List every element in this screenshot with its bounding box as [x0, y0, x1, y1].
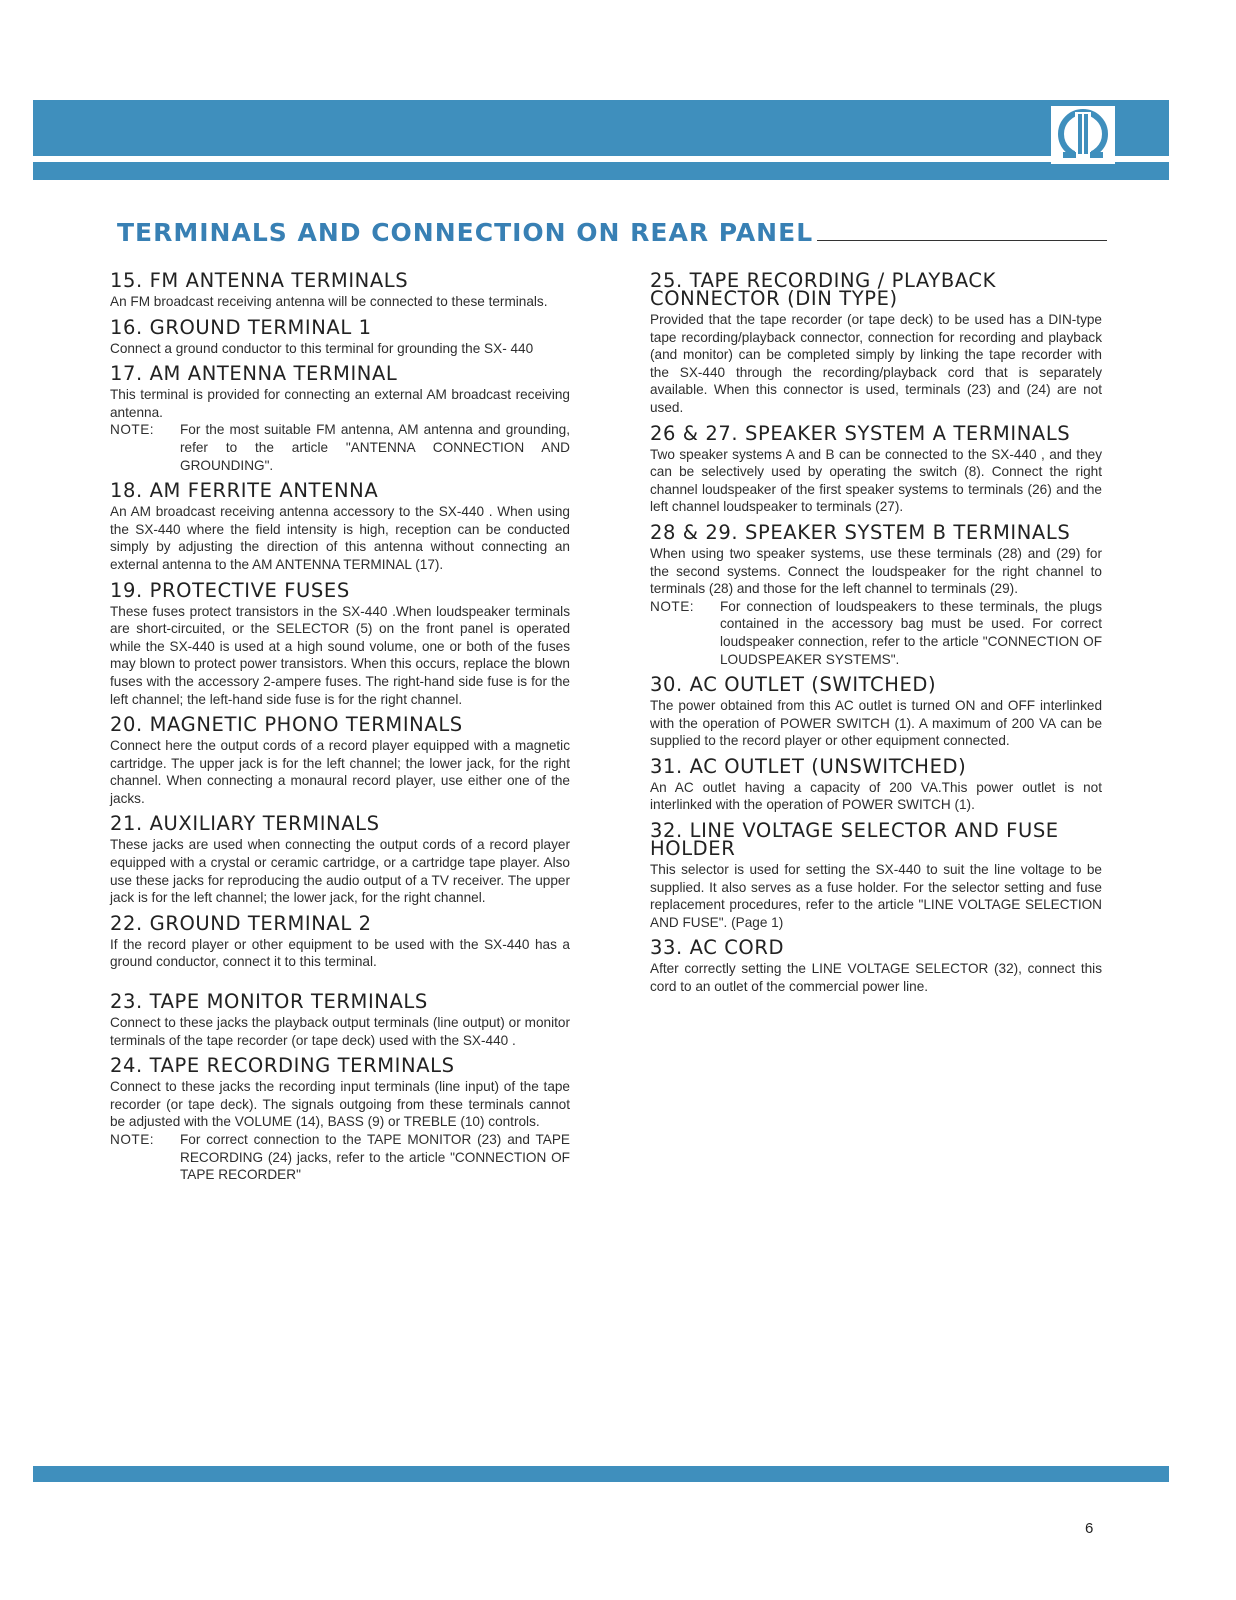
- section-heading: 26 & 27. SPEAKER SYSTEM A TERMINALS: [650, 421, 1071, 445]
- section-body: The power obtained from this AC outlet is turned ON and OFF interlinked with the operation of POWER SWITCH (1). A maximum of 200 VA can be supplied to the record player or other equipment connected.: [650, 698, 1102, 749]
- section-body: An FM broadcast receiving antenna will be connected to these terminals.: [110, 294, 548, 309]
- section-body: An AM broadcast receiving antenna accessory to the SX-440 . When using the SX-440 where the field intensity is high, reception can be conducted simply by adjusting the direction of this antenna without connecting an external antenna to the AM ANTENNA TERMINAL (17).: [110, 504, 570, 572]
- section-heading: 18. AM FERRITE ANTENNA: [110, 479, 379, 503]
- section-body: These jacks are used when connecting the output cords of a record player equipped with a crystal or ceramic cartridge, or a cartridge tape player. Also use these jacks for reproducing the audio output of a TV receiver. The upper jack is for the left channel; the lower jack, for the right channel.: [110, 837, 570, 906]
- section-22: [110, 911, 570, 971]
- title-rule: [817, 240, 1107, 241]
- section-18: [110, 479, 570, 573]
- section-note: [110, 1131, 570, 1184]
- section-21: [110, 812, 570, 906]
- section-heading: 22. GROUND TERMINAL 2: [110, 911, 372, 935]
- omega-brand-logo-icon: [1055, 108, 1111, 162]
- section-19: [110, 578, 570, 709]
- section-body: This terminal is provided for connecting an external AM broadcast receiving antenna.: [110, 387, 570, 420]
- section-body: Connect to these jacks the recording input terminals (line input) of the tape recorder (or tape deck). The signals outgoing from these terminals cannot be adjusted with the VOLUME (14), BASS (9) or TREBLE (10) controls.: [110, 1079, 570, 1130]
- section-26-27: [650, 421, 1102, 516]
- section-body: If the record player or other equipment to be used with the SX-440 has a ground conductor, connect it to this terminal.: [110, 936, 570, 970]
- section-body: An AC outlet having a capacity of 200 VA.This power outlet is not interlinked with the operation of POWER SWITCH (1).: [650, 779, 1102, 813]
- note-text: For correct connection to the TAPE MONITOR (23) and TAPE RECORDING (24) jacks, refer to the article "CONNECTION OF TAPE RECORDER": [180, 1132, 570, 1183]
- section-heading: 15. FM ANTENNA TERMINALS: [110, 269, 409, 292]
- section-heading: 24. TAPE RECORDING TERMINALS: [110, 1054, 455, 1078]
- section-31: [650, 754, 1102, 814]
- note-label: NOTE:: [650, 598, 695, 614]
- footer-band: [33, 1466, 1169, 1482]
- section-heading: 25. TAPE RECORDING / PLAYBACK CONNECTOR (DIN TYPE): [650, 269, 997, 310]
- section-33: [650, 936, 1102, 995]
- note-label: NOTE:: [110, 422, 155, 438]
- section-16: [110, 315, 570, 358]
- left-column: [110, 269, 570, 1192]
- section-heading: 28 & 29. SPEAKER SYSTEM B TERMINALS: [650, 520, 1071, 544]
- section-heading: 33. AC CORD: [650, 936, 785, 960]
- section-heading: 30. AC OUTLET (SWITCHED): [650, 673, 937, 697]
- section-heading: 16. GROUND TERMINAL 1: [110, 315, 372, 339]
- section-17: [110, 362, 570, 474]
- section-20: [110, 713, 570, 807]
- section-32: [650, 819, 1102, 931]
- section-body: Connect here the output cords of a record player equipped with a magnetic cartridge. The upper jack is for the left channel; the lower jack, for the right channel. When connecting a monaural record player, use either one of the jacks.: [110, 738, 570, 806]
- header-band-top: [33, 100, 1169, 156]
- section-body: Connect to these jacks the playback output terminals (line output) or monitor terminals of the tape recorder (or tape deck) used with the SX-440 .: [110, 1015, 570, 1048]
- section-body: Connect a ground conductor to this terminal for grounding the SX- 440: [110, 340, 534, 356]
- section-note: [110, 421, 570, 474]
- section-15: [110, 269, 570, 311]
- section-heading: 21. AUXILIARY TERMINALS: [110, 812, 380, 836]
- section-heading: 23. TAPE MONITOR TERMINALS: [110, 990, 428, 1014]
- brand-logo: [1051, 106, 1115, 164]
- section-body: After correctly setting the LINE VOLTAGE SELECTOR (32), connect this cord to an outlet of the commercial power line.: [650, 961, 1102, 995]
- section-body: Two speaker systems A and B can be connected to the SX-440 , and they can be selectively used by operating the switch (8). Connect the right channel loudspeaker of the first speaker systems to terminals (26) and the left channel loudspeaker to terminals (27).: [650, 446, 1102, 515]
- section-heading: 31. AC OUTLET (UNSWITCHED): [650, 754, 967, 778]
- section-28-29: [650, 520, 1102, 668]
- note-text: For connection of loudspeakers to these terminals, the plugs contained in the accessory bag must be used. For correct loudspeaker connection, refer to the article "CONNECTION OF LOUDSPEAKER SYSTEMS".: [720, 598, 1102, 667]
- section-heading: 17. AM ANTENNA TERMINAL: [110, 362, 398, 386]
- section-23: [110, 990, 570, 1049]
- note-text: For the most suitable FM antenna, AM antenna and grounding, refer to the article "ANTENNA CONNECTION AND GROUNDING".: [180, 422, 570, 473]
- page-number: 6: [1085, 1520, 1094, 1537]
- section-24: [110, 1054, 570, 1184]
- section-body: These fuses protect transistors in the SX-440 .When loudspeaker terminals are short-circuited, or the SELECTOR (5) on the front panel is operated while the SX-440 is used at a high sound volume, one or both of the fuses may blown to protect power transistors. When this occurs, replace the blown fuses with the accessory 2-ampere fuses. The right-hand side fuse is for the left channel; the left-hand side fuse is for the right channel.: [110, 603, 570, 707]
- right-column: [650, 269, 1102, 1004]
- section-note: [650, 598, 1102, 668]
- section-body: Provided that the tape recorder (or tape deck) to be used has a DIN-type tape recording/playback connector, connection for recording and playback (and monitor) can be completed simply by linking the tape recorder with the SX-440 through the recording/playback cord that is separately available. When this connector is used, terminals (23) and (24) are not used.: [650, 312, 1102, 415]
- section-25: [650, 269, 1102, 417]
- section-heading: 32. LINE VOLTAGE SELECTOR AND FUSE HOLDER: [650, 819, 1059, 861]
- section-heading: 20. MAGNETIC PHONO TERMINALS: [110, 713, 463, 737]
- section-30: [650, 673, 1102, 750]
- section-heading: 19. PROTECTIVE FUSES: [110, 578, 350, 602]
- section-body: When using two speaker systems, use these terminals (28) and (29) for the second systems. Connect the loudspeaker for the right channel to terminals (28) and those for the left channel to terminals (29).: [650, 545, 1102, 597]
- page-title-text: TERMINALS AND CONNECTION ON REAR PANEL: [117, 218, 814, 247]
- section-body: This selector is used for setting the SX-440 to suit the line voltage to be supplied. It also serves as a fuse holder. For the selector setting and fuse replacement procedures, refer to the article "LINE VOLTAGE SELECTION AND FUSE". (Page 1): [650, 862, 1102, 930]
- header-band-bottom: [33, 162, 1169, 180]
- note-label: NOTE:: [110, 1132, 155, 1147]
- page-title: [117, 218, 1107, 247]
